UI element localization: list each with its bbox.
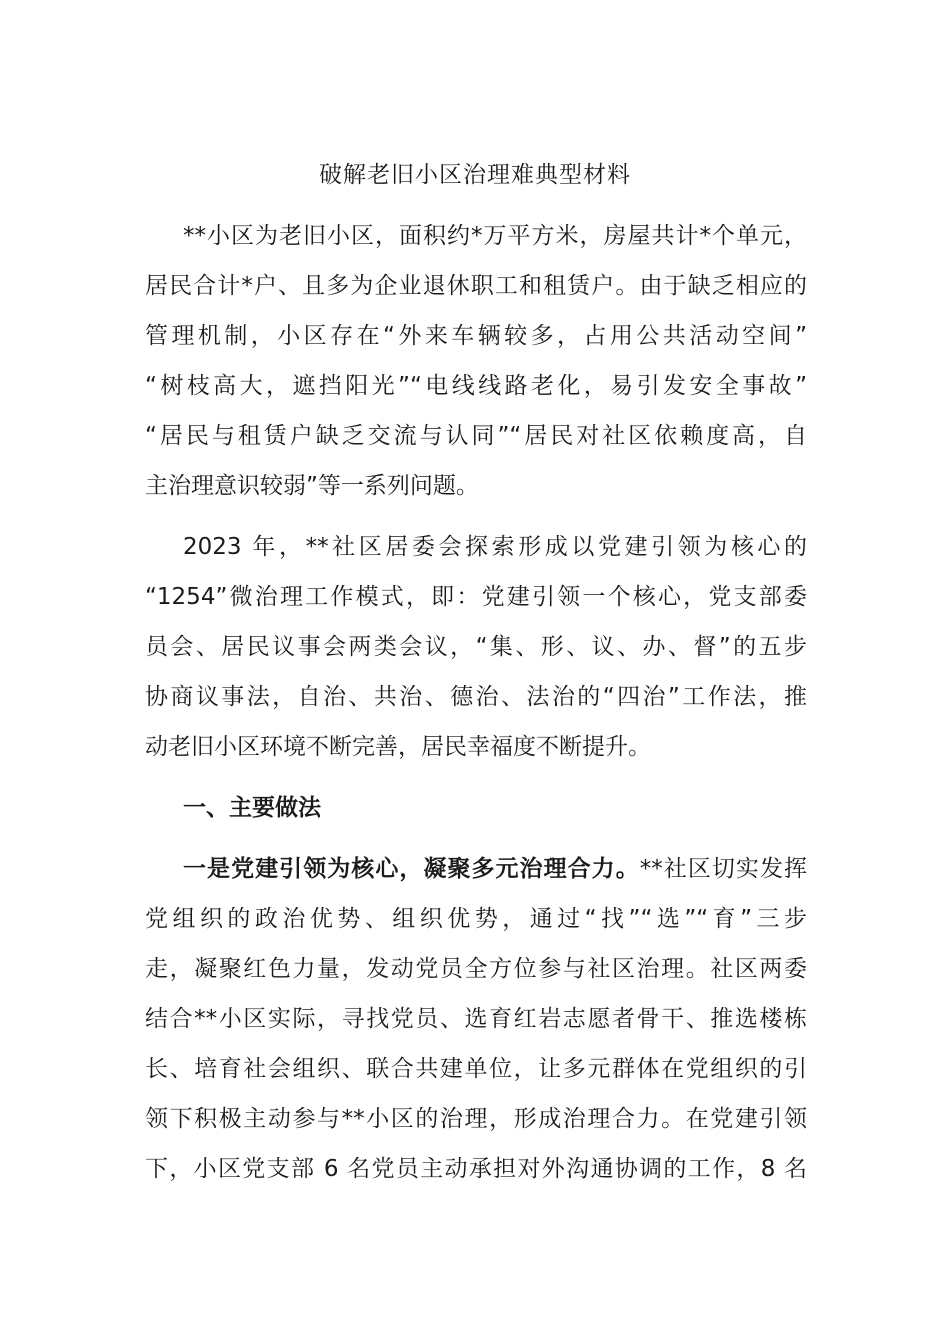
paragraph-3-line-5: 长、培育社会组织、联合共建单位，让多元群体在党组织的引 (145, 1056, 807, 1082)
paragraph-2-line-1: 2023 年，**社区居委会探索形成以党建引领为核心的 (183, 534, 807, 560)
paragraph-1-line-1: **小区为老旧小区，面积约*万平方米，房屋共计*个单元， (183, 223, 807, 249)
paragraph-3-line-6: 领下积极主动参与**小区的治理，形成治理合力。在党建引领 (145, 1106, 807, 1132)
paragraph-2-line-2: “1254”微治理工作模式，即：党建引领一个核心，党支部委 (145, 584, 807, 610)
paragraph-1-line-5: “居民与租赁户缺乏交流与认同”“居民对社区依赖度高，自 (145, 423, 807, 449)
paragraph-1-line-6: 主治理意识较弱”等一系列问题。 (145, 473, 479, 499)
paragraph-2-line-4: 协商议事法，自治、共治、德治、法治的“四治”工作法，推 (145, 684, 807, 710)
paragraph-1-line-2: 居民合计*户、且多为企业退休职工和租赁户。由于缺乏相应的 (145, 273, 807, 299)
document-title: 破解老旧小区治理难典型材料 (319, 162, 631, 188)
paragraph-2-line-3: 员会、居民议事会两类会议，“集、形、议、办、督”的五步 (145, 634, 807, 660)
paragraph-2-line-5: 动老旧小区环境不断完善，居民幸福度不断提升。 (145, 734, 651, 760)
paragraph-3-lead-rest: **社区切实发挥 (639, 856, 808, 882)
paragraph-1-line-3: 管理机制，小区存在“外来车辆较多，占用公共活动空间” (145, 323, 807, 349)
paragraph-3-line-3: 走，凝聚红色力量，发动党员全方位参与社区治理。社区两委 (145, 956, 807, 982)
paragraph-3-line-4: 结合**小区实际，寻找党员、选育红岩志愿者骨干、推选楼栋 (145, 1006, 807, 1032)
paragraph-3-line-7: 下，小区党支部 6 名党员主动承担对外沟通协调的工作，8 名 (145, 1156, 807, 1182)
paragraph-3-line-1 (183, 851, 807, 887)
paragraph-3-lead-bold: 一是党建引领为核心，凝聚多元治理合力。 (183, 856, 640, 882)
section-heading: 一、主要做法 (183, 795, 321, 821)
paragraph-3-line-2: 党组织的政治优势、组织优势，通过“找”“选”“育”三步 (145, 906, 807, 932)
paragraph-1-line-4: “树枝高大，遮挡阳光”“电线线路老化，易引发安全事故” (145, 373, 807, 399)
